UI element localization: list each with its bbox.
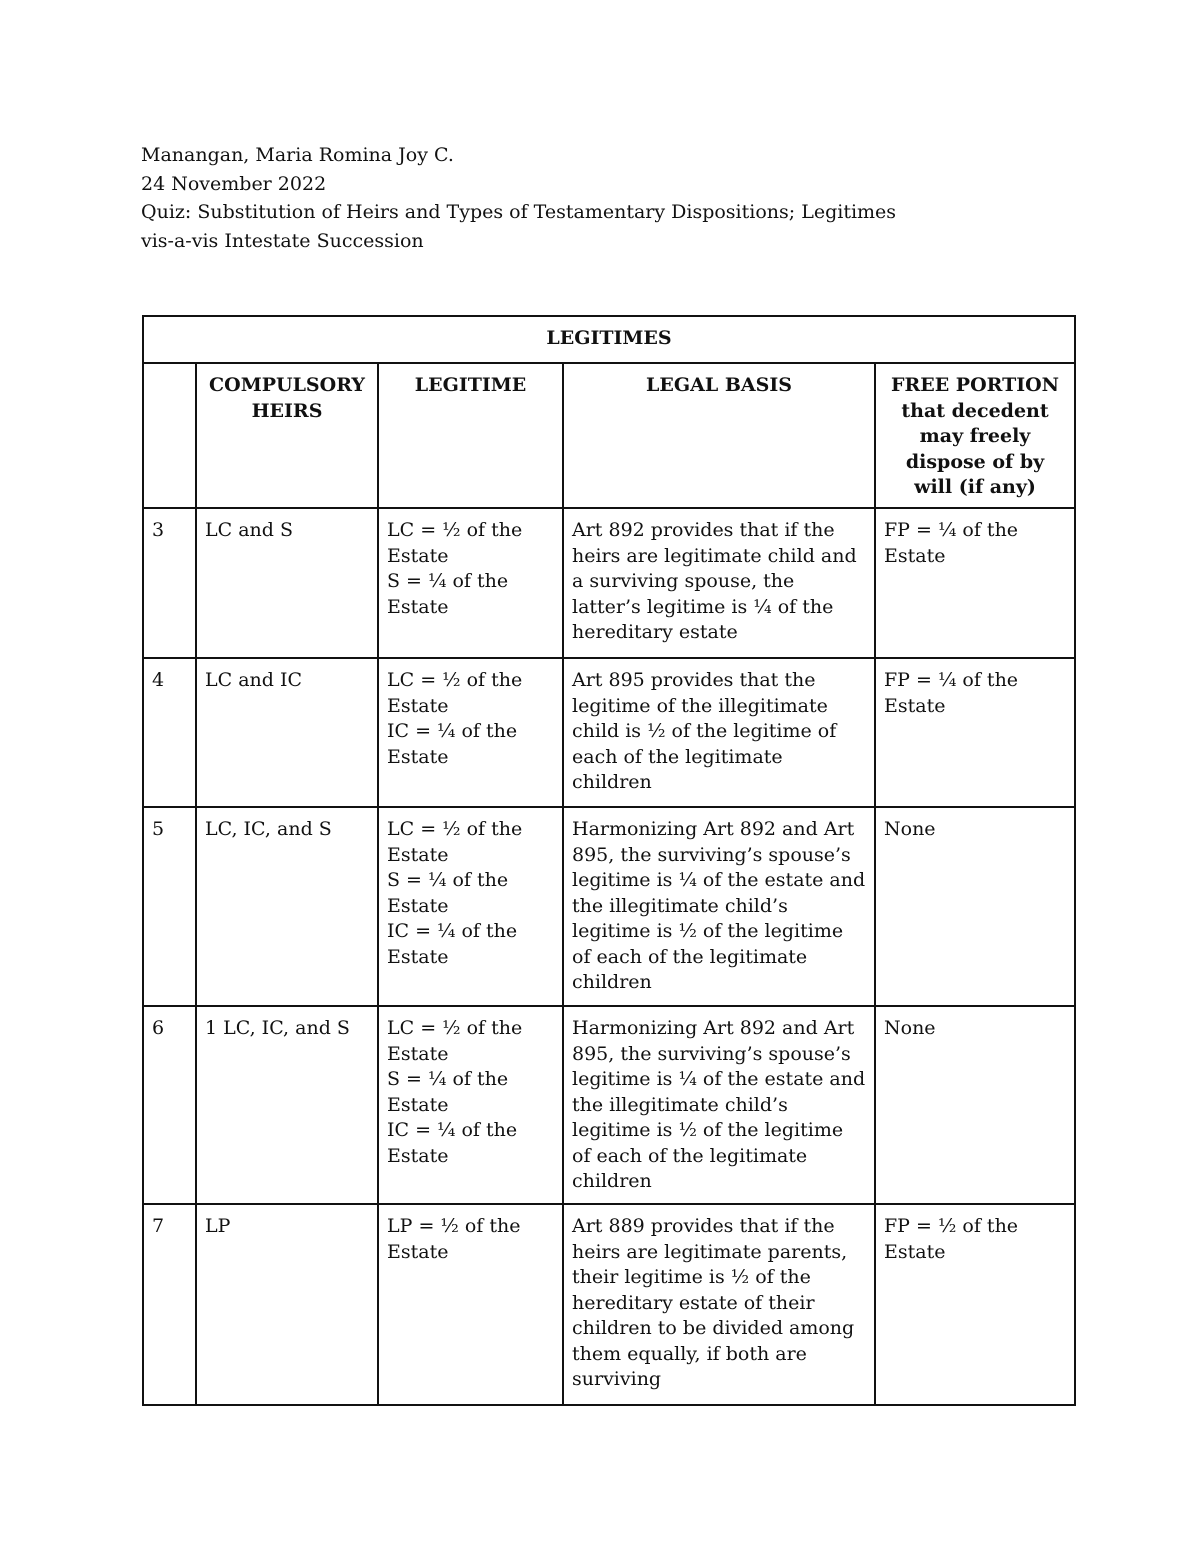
- free-portion-cell: FP = ¼ of the Estate: [875, 658, 1075, 807]
- row-number: 4: [143, 658, 196, 807]
- legitime-cell: LP = ½ of the Estate: [378, 1204, 563, 1405]
- compulsory-heirs-cell: LC and IC: [196, 658, 378, 807]
- column-header-compulsory-heirs: COMPULSORY HEIRS: [196, 363, 378, 508]
- compulsory-heirs-cell: LC and S: [196, 508, 378, 658]
- row-number: 7: [143, 1204, 196, 1405]
- free-portion-cell: FP = ½ of the Estate: [875, 1204, 1075, 1405]
- table-row: [143, 1006, 1075, 1204]
- legitime-cell: LC = ½ of the Estate IC = ¼ of the Estate: [378, 658, 563, 807]
- free-portion-cell: None: [875, 1006, 1075, 1204]
- compulsory-heirs-cell: LP: [196, 1204, 378, 1405]
- row-number: 3: [143, 508, 196, 658]
- compulsory-heirs-cell: LC, IC, and S: [196, 807, 378, 1006]
- legitime-cell: LC = ½ of the Estate S = ¼ of the Estate IC = ¼ of the Estate: [378, 807, 563, 1006]
- legitimes-table: [142, 315, 1076, 1406]
- document-header: [141, 141, 1081, 255]
- quiz-title-line-2: vis-a-vis Intestate Succession: [141, 229, 424, 252]
- table-title-row: [143, 316, 1075, 363]
- column-header-legitime: LEGITIME: [378, 363, 563, 508]
- table-row: [143, 508, 1075, 658]
- legitime-cell: LC = ½ of the Estate S = ¼ of the Estate: [378, 508, 563, 658]
- author-name: Manangan, Maria Romina Joy C.: [141, 144, 454, 166]
- legal-basis-cell: Harmonizing Art 892 and Art 895, the surviving’s spouse’s legitime is ¼ of the estate and the illegitimate child’s legitime is ½ of the legitime of each of the legitimate children: [563, 1006, 875, 1204]
- legal-basis-cell: Harmonizing Art 892 and Art 895, the surviving’s spouse’s legitime is ¼ of the estate and the illegitimate child’s legitime is ½ of the legitime of each of the legitimate children: [563, 807, 875, 1006]
- row-number: 6: [143, 1006, 196, 1204]
- legal-basis-cell: Art 895 provides that the legitime of the illegitimate child is ½ of the legitime of each of the legitimate children: [563, 658, 875, 807]
- legitime-cell: LC = ½ of the Estate S = ¼ of the Estate IC = ¼ of the Estate: [378, 1006, 563, 1204]
- legal-basis-cell: Art 889 provides that if the heirs are legitimate parents, their legitime is ½ of the hereditary estate of their children to be divided among them equally, if both are surviving: [563, 1204, 875, 1405]
- document-date: 24 November 2022: [141, 172, 327, 195]
- quiz-title-line-1: Quiz: Substitution of Heirs and Types of Testamentary Dispositions; Legitimes: [141, 201, 897, 223]
- free-portion-cell: None: [875, 807, 1075, 1006]
- legal-basis-cell: Art 892 provides that if the heirs are legitimate child and a surviving spouse, the latter’s legitime is ¼ of the hereditary estate: [563, 508, 875, 658]
- row-number: 5: [143, 807, 196, 1006]
- table-row: [143, 658, 1075, 807]
- column-header-number: [143, 363, 196, 508]
- table-row: [143, 807, 1075, 1006]
- column-header-free-portion: FREE PORTION that decedent may freely dispose of by will (if any): [875, 363, 1075, 508]
- table-row: [143, 1204, 1075, 1405]
- column-header-legal-basis: LEGAL BASIS: [563, 363, 875, 508]
- free-portion-cell: FP = ¼ of the Estate: [875, 508, 1075, 658]
- table-title: LEGITIMES: [143, 316, 1075, 363]
- table-header-row: [143, 363, 1075, 508]
- compulsory-heirs-cell: 1 LC, IC, and S: [196, 1006, 378, 1204]
